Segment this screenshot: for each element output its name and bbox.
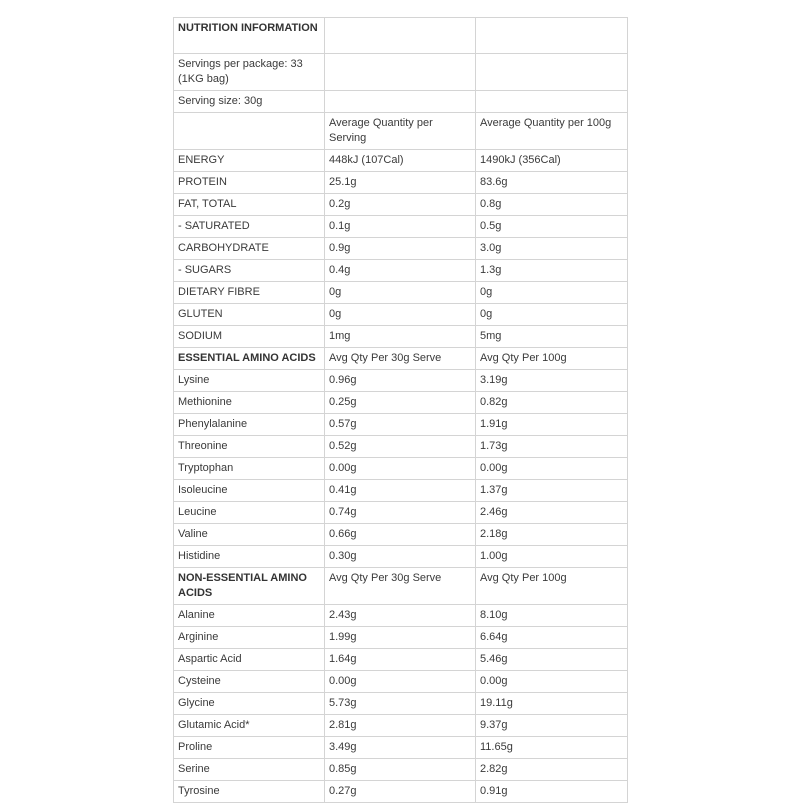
nutrient-name: Aspartic Acid	[174, 649, 325, 671]
nutrient-row	[174, 172, 628, 194]
amino-acid-row	[174, 414, 628, 436]
column-header-per-serving: Average Quantity per Serving	[325, 113, 476, 150]
amino-acid-row	[174, 737, 628, 759]
amino-acid-row	[174, 649, 628, 671]
amino-acid-row	[174, 524, 628, 546]
value-per-serving: 0.41g	[325, 480, 476, 502]
nutrient-name: Lysine	[174, 370, 325, 392]
value-per-serving: 25.1g	[325, 172, 476, 194]
amino-acid-row	[174, 546, 628, 568]
amino-acid-row	[174, 693, 628, 715]
value-per-100g: 1.37g	[476, 480, 628, 502]
empty-cell	[476, 18, 628, 54]
value-per-serving: 0.2g	[325, 194, 476, 216]
empty-cell	[325, 54, 476, 91]
empty-cell	[476, 54, 628, 91]
amino-acid-row	[174, 392, 628, 414]
value-per-serving: 1.64g	[325, 649, 476, 671]
value-per-100g: 0.00g	[476, 671, 628, 693]
value-per-serving: 0.25g	[325, 392, 476, 414]
amino-acid-row	[174, 605, 628, 627]
serving-size-row	[174, 91, 628, 113]
amino-acid-row	[174, 671, 628, 693]
nutrient-name: CARBOHYDRATE	[174, 238, 325, 260]
nutrient-row	[174, 238, 628, 260]
nutrient-row	[174, 282, 628, 304]
value-per-serving: 0.9g	[325, 238, 476, 260]
nutrient-row	[174, 260, 628, 282]
column-header-per-serving: Avg Qty Per 30g Serve	[325, 348, 476, 370]
nutrient-name: Threonine	[174, 436, 325, 458]
nutrient-row	[174, 150, 628, 172]
amino-acid-row	[174, 436, 628, 458]
value-per-serving: 0g	[325, 282, 476, 304]
nutrient-name: FAT, TOTAL	[174, 194, 325, 216]
amino-acid-row	[174, 458, 628, 480]
nutrient-name: DIETARY FIBRE	[174, 282, 325, 304]
nutrient-name: - SUGARS	[174, 260, 325, 282]
nutrient-name: Histidine	[174, 546, 325, 568]
value-per-100g: 1.73g	[476, 436, 628, 458]
value-per-100g: 2.18g	[476, 524, 628, 546]
amino-acid-row	[174, 480, 628, 502]
value-per-serving: 0.4g	[325, 260, 476, 282]
nutrient-name: Serine	[174, 759, 325, 781]
column-header-per-serving: Avg Qty Per 30g Serve	[325, 568, 476, 605]
empty-cell	[476, 91, 628, 113]
nutrient-name: Leucine	[174, 502, 325, 524]
nutrient-name: Alanine	[174, 605, 325, 627]
value-per-serving: 0g	[325, 304, 476, 326]
value-per-serving: 0.1g	[325, 216, 476, 238]
amino-acid-row	[174, 627, 628, 649]
nutrient-name: Proline	[174, 737, 325, 759]
value-per-serving: 2.81g	[325, 715, 476, 737]
value-per-100g: 19.11g	[476, 693, 628, 715]
amino-acid-row	[174, 502, 628, 524]
servings-per-package: Servings per package: 33 (1KG bag)	[174, 54, 325, 91]
nutrient-name: Phenylalanine	[174, 414, 325, 436]
nutrient-name: Methionine	[174, 392, 325, 414]
value-per-100g: 1.3g	[476, 260, 628, 282]
nutrition-title: NUTRITION INFORMATION	[174, 18, 325, 54]
value-per-serving: 0.85g	[325, 759, 476, 781]
value-per-100g: 5mg	[476, 326, 628, 348]
nutrient-name: Isoleucine	[174, 480, 325, 502]
nutrient-name: Glycine	[174, 693, 325, 715]
value-per-100g: 0.91g	[476, 781, 628, 803]
value-per-100g: 8.10g	[476, 605, 628, 627]
value-per-serving: 0.27g	[325, 781, 476, 803]
essential-amino-acids-title: ESSENTIAL AMINO ACIDS	[174, 348, 325, 370]
amino-acid-row	[174, 759, 628, 781]
value-per-100g: 6.64g	[476, 627, 628, 649]
column-header-per-100g: Avg Qty Per 100g	[476, 568, 628, 605]
amino-acid-row	[174, 781, 628, 803]
value-per-100g: 83.6g	[476, 172, 628, 194]
non-essential-header-row	[174, 568, 628, 605]
value-per-serving: 0.66g	[325, 524, 476, 546]
amino-acids-table	[173, 347, 628, 803]
value-per-serving: 1mg	[325, 326, 476, 348]
nutrition-information-table	[173, 17, 628, 348]
nutrient-row	[174, 304, 628, 326]
value-per-100g: 1490kJ (356Cal)	[476, 150, 628, 172]
column-header-per-100g: Average Quantity per 100g	[476, 113, 628, 150]
value-per-100g: 0g	[476, 304, 628, 326]
value-per-100g: 3.19g	[476, 370, 628, 392]
servings-per-package-row	[174, 54, 628, 91]
non-essential-amino-acids-title: NON-ESSENTIAL AMINO ACIDS	[174, 568, 325, 605]
nutrient-name: ENERGY	[174, 150, 325, 172]
nutrient-name: Tyrosine	[174, 781, 325, 803]
nutrient-name: - SATURATED	[174, 216, 325, 238]
value-per-100g: 0.00g	[476, 458, 628, 480]
value-per-serving: 0.00g	[325, 671, 476, 693]
nutrient-name: SODIUM	[174, 326, 325, 348]
nutrient-name: PROTEIN	[174, 172, 325, 194]
table-title-row	[174, 18, 628, 54]
value-per-100g: 11.65g	[476, 737, 628, 759]
value-per-100g: 5.46g	[476, 649, 628, 671]
nutrient-name: GLUTEN	[174, 304, 325, 326]
nutrient-name: Valine	[174, 524, 325, 546]
value-per-serving: 0.74g	[325, 502, 476, 524]
nutrient-name: Cysteine	[174, 671, 325, 693]
value-per-serving: 5.73g	[325, 693, 476, 715]
value-per-100g: 1.00g	[476, 546, 628, 568]
value-per-serving: 2.43g	[325, 605, 476, 627]
column-header-per-100g: Avg Qty Per 100g	[476, 348, 628, 370]
nutrient-row	[174, 194, 628, 216]
value-per-serving: 0.00g	[325, 458, 476, 480]
value-per-serving: 0.30g	[325, 546, 476, 568]
value-per-100g: 1.91g	[476, 414, 628, 436]
value-per-serving: 0.57g	[325, 414, 476, 436]
value-per-100g: 0.5g	[476, 216, 628, 238]
value-per-100g: 2.46g	[476, 502, 628, 524]
nutrient-row	[174, 216, 628, 238]
serving-size: Serving size: 30g	[174, 91, 325, 113]
value-per-serving: 1.99g	[325, 627, 476, 649]
nutrient-name: Tryptophan	[174, 458, 325, 480]
empty-cell	[325, 91, 476, 113]
nutrient-name: Glutamic Acid*	[174, 715, 325, 737]
value-per-100g: 3.0g	[476, 238, 628, 260]
amino-acid-row	[174, 370, 628, 392]
amino-acid-row	[174, 715, 628, 737]
column-header-row	[174, 113, 628, 150]
empty-cell	[174, 113, 325, 150]
value-per-100g: 0.8g	[476, 194, 628, 216]
value-per-serving: 0.96g	[325, 370, 476, 392]
value-per-100g: 0g	[476, 282, 628, 304]
essential-header-row	[174, 348, 628, 370]
nutrient-row	[174, 326, 628, 348]
value-per-serving: 0.52g	[325, 436, 476, 458]
empty-cell	[325, 18, 476, 54]
value-per-serving: 448kJ (107Cal)	[325, 150, 476, 172]
value-per-100g: 9.37g	[476, 715, 628, 737]
value-per-serving: 3.49g	[325, 737, 476, 759]
value-per-100g: 2.82g	[476, 759, 628, 781]
nutrient-name: Arginine	[174, 627, 325, 649]
value-per-100g: 0.82g	[476, 392, 628, 414]
